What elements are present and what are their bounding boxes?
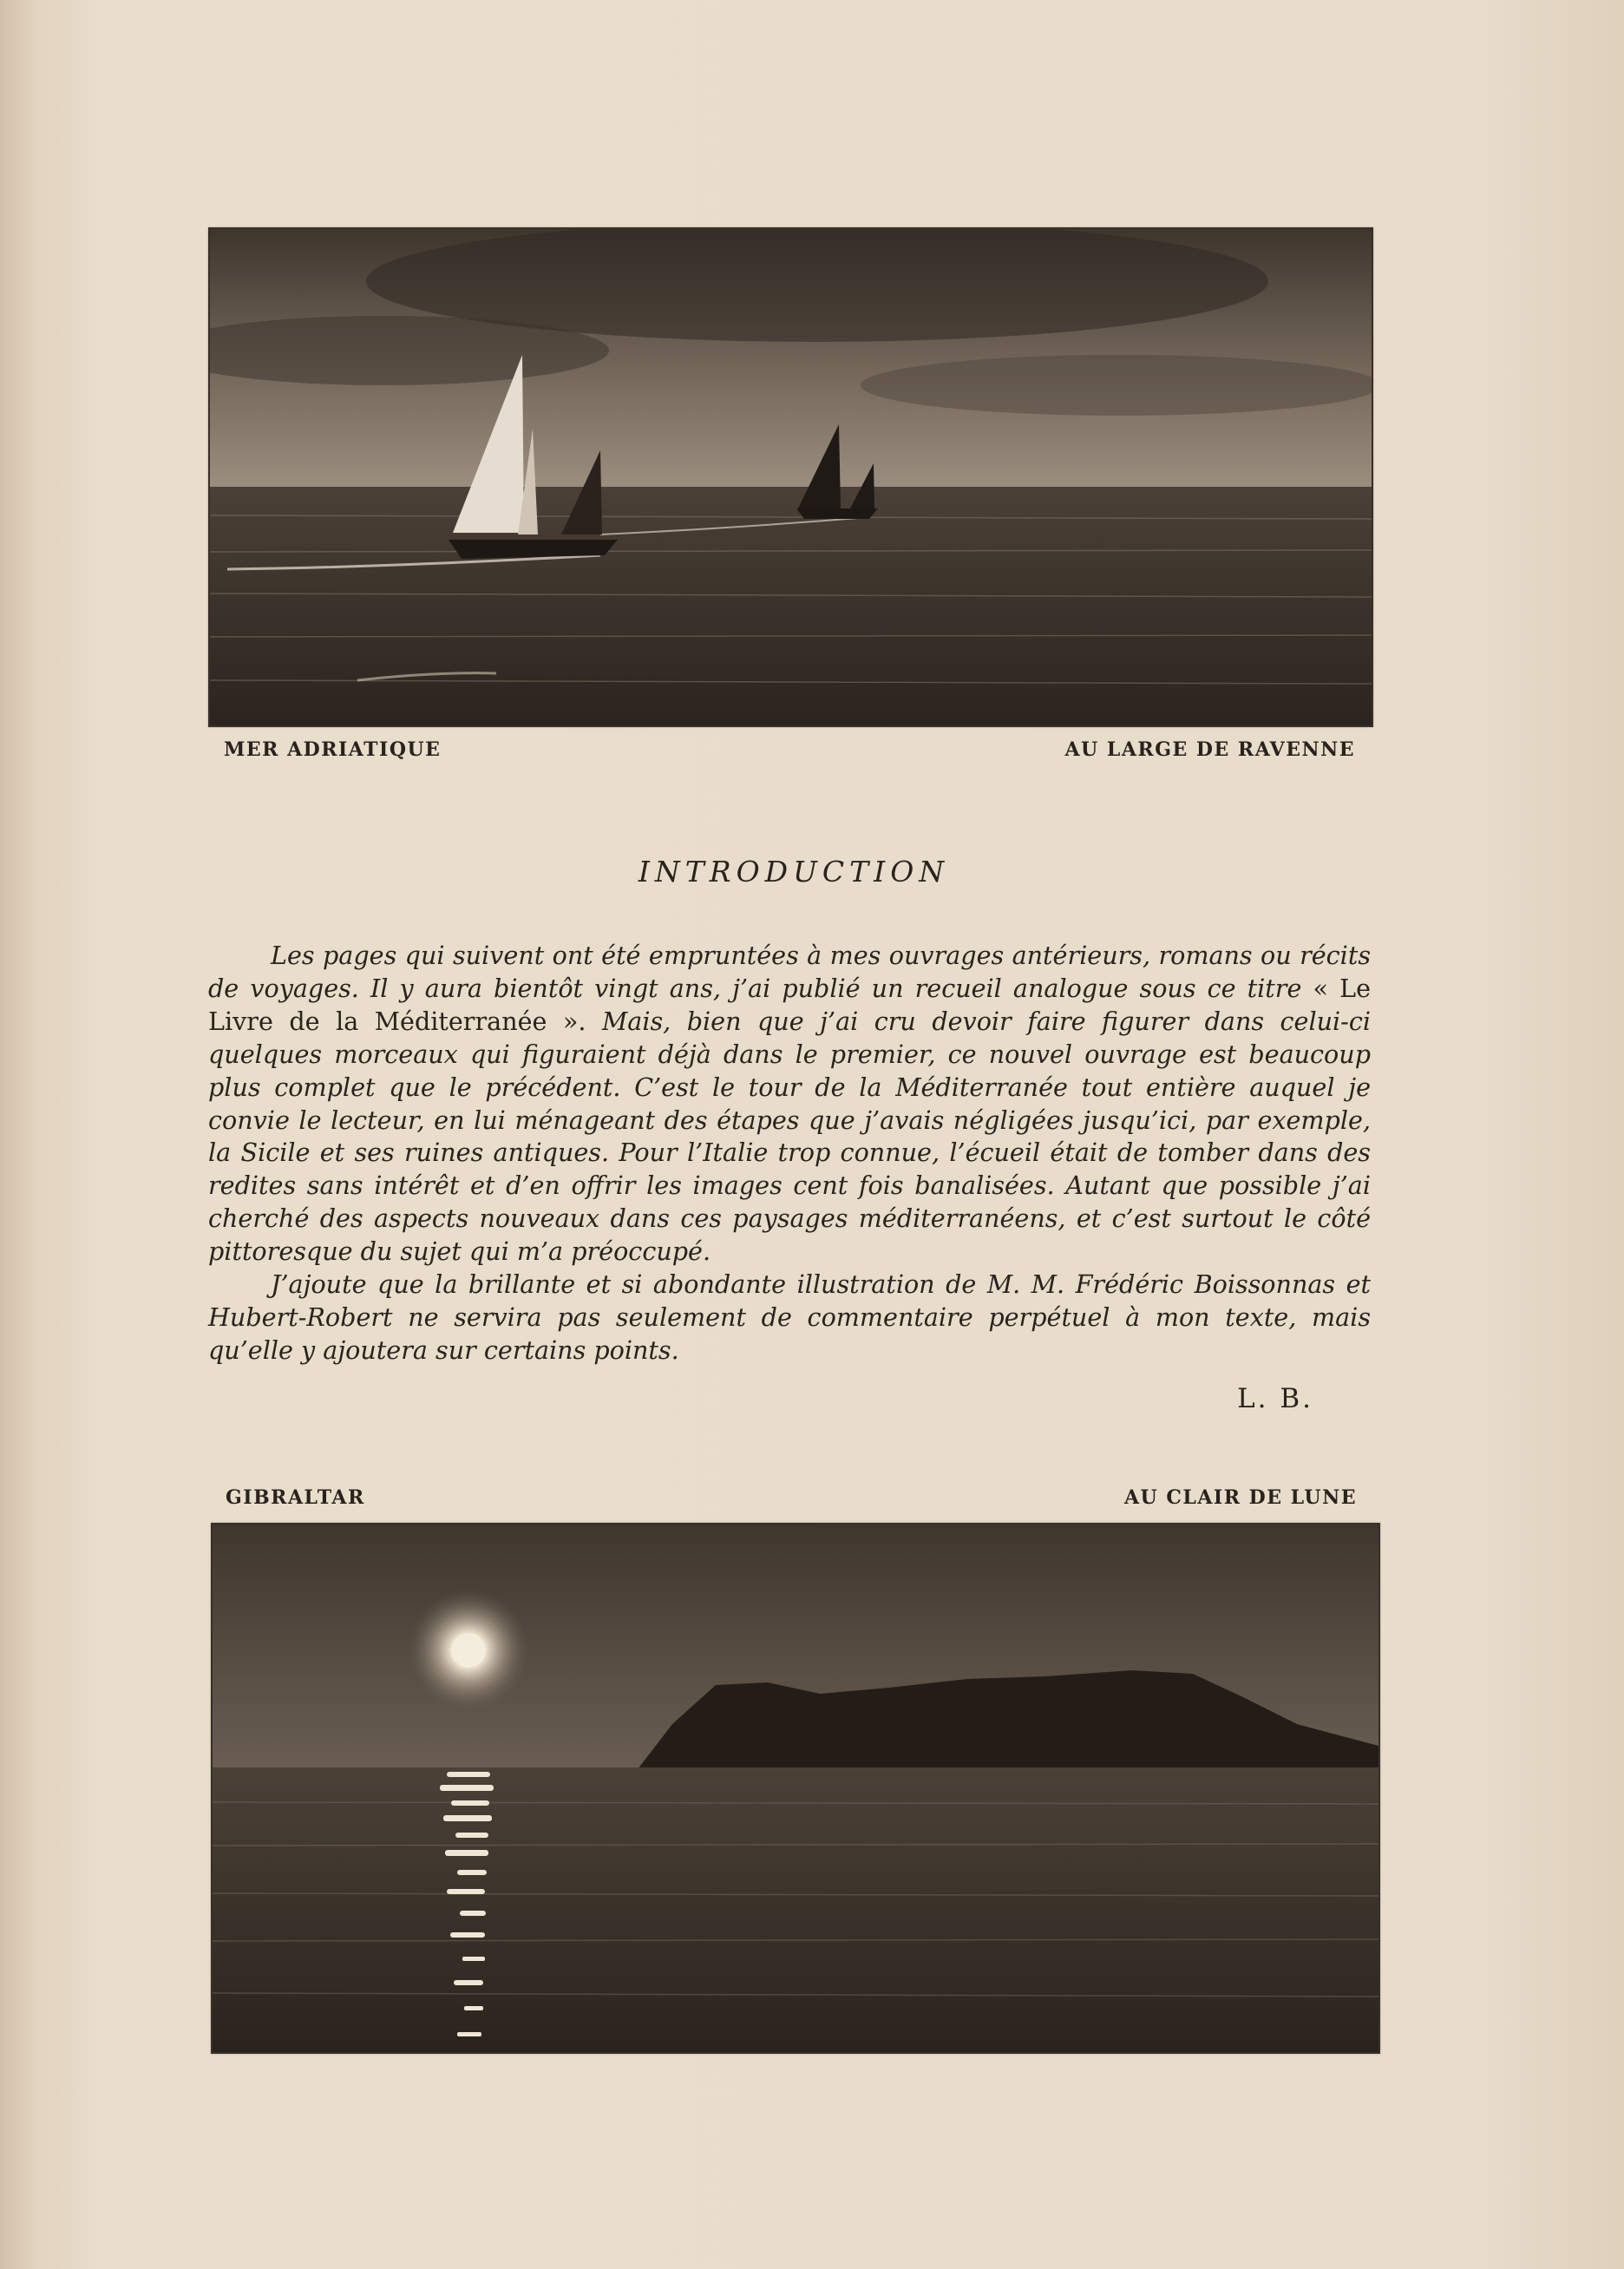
page-title: INTRODUCTION	[638, 855, 950, 889]
moonlit-sea	[213, 1767, 1378, 2052]
caption-mer-adriatique: MER ADRIATIQUE	[224, 738, 442, 761]
caption-au-large-de-ravenne: AU LARGE DE RAVENNE	[1064, 738, 1355, 761]
paragraph-1-part-b: Mais, bien que j’ai cru devoir faire figurer dans celui-ci quelques morceaux qui figuraient déjà dans le premier, ce nouvel ouvrage est beaucoup plus complet que le précédent. C’est le tour de la Méditerranée tout entière auquel je convie le lecteur, en lui ménageant des étapes que j’avais négligées jusqu’ici, par exemple, la Sicile et ses ruines antiques. Pour l’Italie trop connue, l’écueil était de tomber dans des redites sans intérêt et d’en offrir les images cent fois banalisées. Autant que possible j’ai cherché des aspects nouveaux dans ces paysages méditerranéens, et c’est surtout le côté pittoresque du sujet qui m’a préoccupé.	[208, 1006, 1371, 1267]
paragraph-1-part-a: Les pages qui suivent ont été empruntées à mes ouvrages antérieurs, romans ou récits de voyages. Il y aura bientôt vingt ans, j’ai publié un recueil analogue sous ce titre	[208, 941, 1371, 1003]
photo-gibraltar-moonlight	[211, 1523, 1380, 2054]
signature: L. B.	[1237, 1383, 1313, 1414]
caption-gibraltar: GIBRALTAR	[226, 1486, 365, 1509]
book-title-quote: « Le Livre de la Méditerranée ».	[208, 973, 1372, 1036]
paragraph-2: J’ajoute que la brillante et si abondante illustration de M. M. Frédéric Boissonnas et Hubert-Robert ne servira pas seulement de commentaire perpétuel à mon texte, mais qu’elle y ajoutera sur certains points.	[208, 1269, 1371, 1365]
paragraph-1	[208, 940, 1371, 1269]
caption-au-clair-de-lune: AU CLAIR DE LUNE	[1123, 1486, 1357, 1509]
photo-sailboats-adriatic	[208, 227, 1373, 727]
introduction-text	[208, 940, 1371, 1367]
